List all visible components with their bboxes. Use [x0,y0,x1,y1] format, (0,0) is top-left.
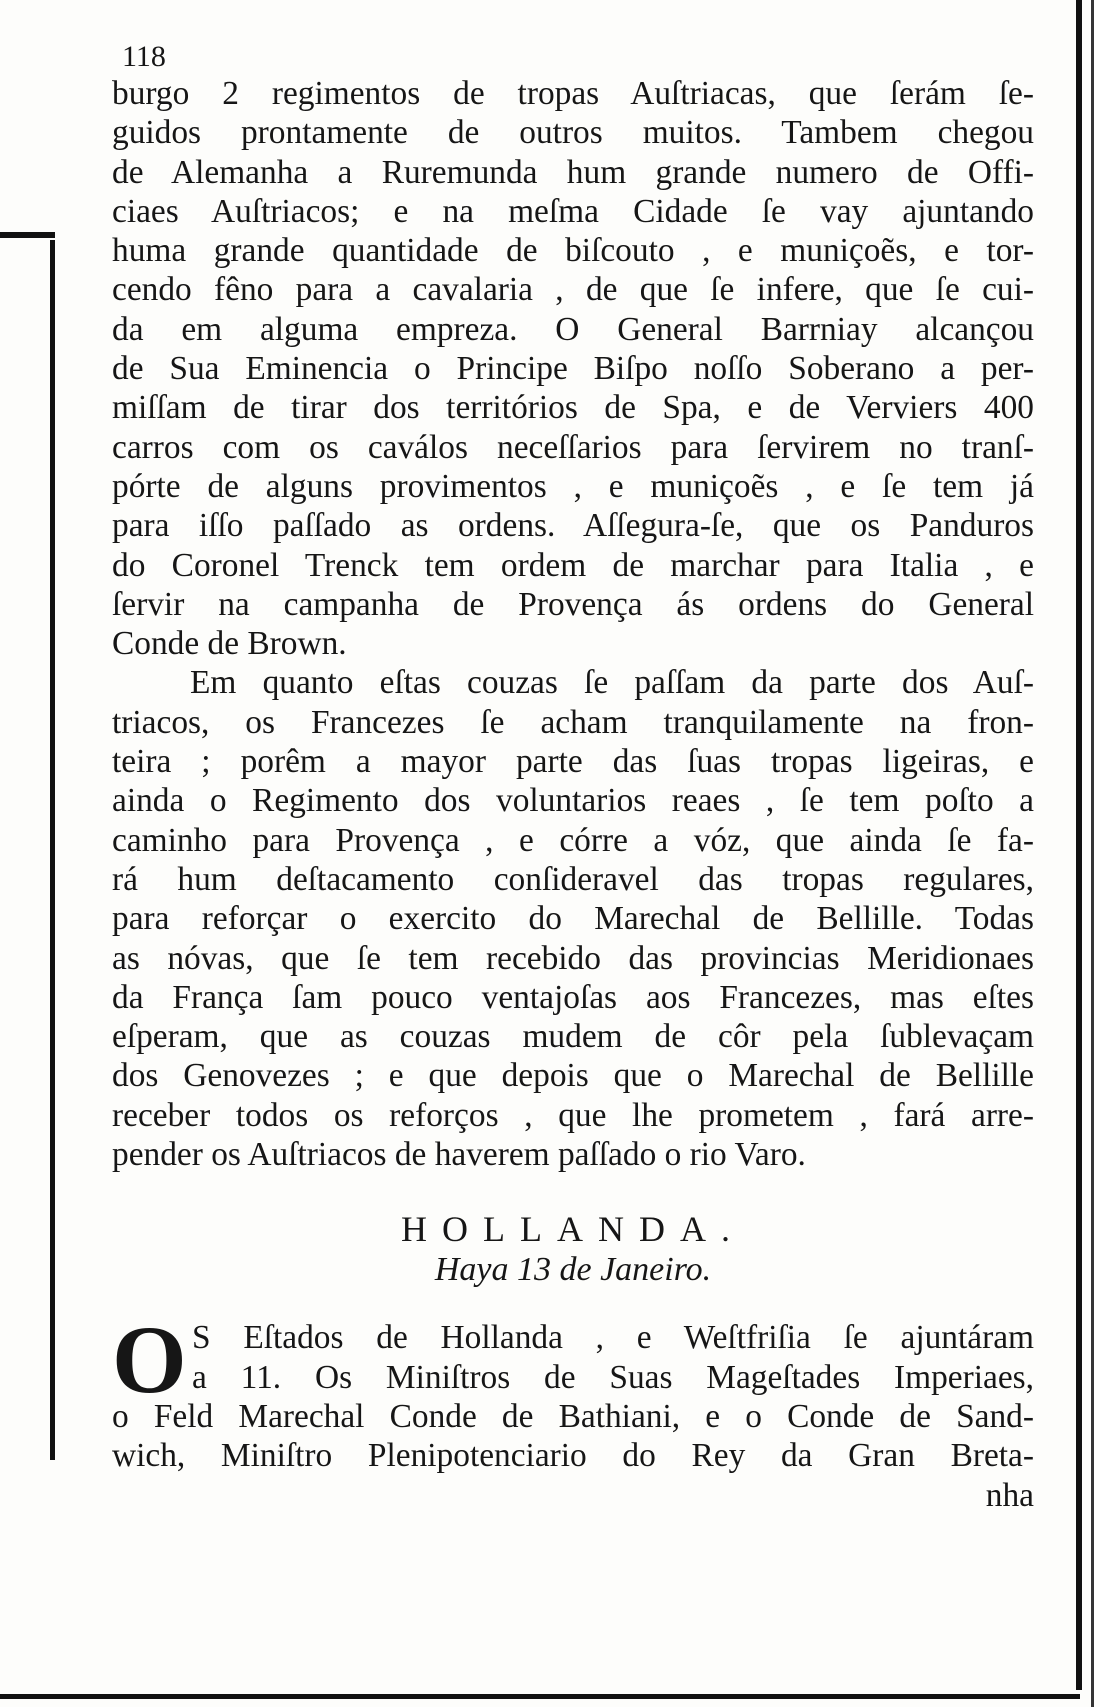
text-line: triacos, os Francezes ſe acham tranquilamente na fron- [112,703,1034,741]
text-line: carros com os caválos neceſſarios para ſervirem no tranſ- [112,428,1034,466]
binding-edge-bottom [0,1694,1080,1699]
text-line: pender os Auſtriacos de haverem paſſado o rio Varo. [112,1136,806,1174]
text-line: miſſam de tirar dos territórios de Spa, e de Verviers 400 [112,389,1034,427]
text-line: do Coronel Trenck tem ordem de marchar para Italia , e [112,546,1034,584]
text-line: eſperam, que as couzas mudem de côr pela ſublevaçam [112,1018,1034,1056]
text-line: rá hum deſtacamento conſideravel das tropas regulares, [112,860,1034,898]
text-line: a 11. Os Miniſtros de Suas Mageſtades Imperiaes, [192,1358,1034,1396]
text-line: para iſſo paſſado as ordens. Aſſegura-ſe, que os Panduros [112,507,1034,545]
text-line: ſervir na campanha de Provença ás ordens do General [112,585,1034,623]
text-line: caminho para Provença , e córre a vóz, que ainda ſe fa- [112,821,1034,859]
binding-edge-right [1076,0,1082,1690]
text-line: teira ; porêm a mayor parte das ſuas tropas ligeiras, e [112,743,1034,781]
text-line: wich, Miniſtro Plenipotenciario do Rey da Gran Breta- [112,1437,1034,1475]
section-dateline: Haya 13 de Janeiro. [434,1251,712,1289]
text-line: de Alemanha a Ruremunda hum grande numero de Offi- [112,153,1034,191]
paragraph-2 [112,663,1034,1174]
text-line: Conde de Brown. [112,625,347,663]
text-line: burgo 2 regimentos de tropas Auſtriacas, que ſerám ſe- [112,75,1034,112]
text-line: para reforçar o exercito do Marechal de Bellille. Todas [112,900,1034,938]
text-line: ciaes Auſtriacos; e na meſma Cidade ſe vay ajuntando [112,192,1034,230]
text-line: da em alguma empreza. O General Barrniay alcançou [112,310,1034,348]
text-line: pórte de alguns provimentos , e muniçoẽs , e ſe tem já [112,467,1034,505]
text-line: cendo fêno para a cavalaria , de que ſe infere, que ſe cui- [112,271,1034,309]
paragraph-1 [112,74,1034,663]
text-line: o Feld Marechal Conde de Bathiani, e o Conde de Sand- [112,1397,1034,1435]
binding-edge-left [50,240,55,1460]
text-line: Em quanto eſtas couzas ſe paſſam da parte dos Auſ- [190,664,1034,702]
catchword: nha [985,1476,1034,1514]
text-line: receber todos os reforços , que lhe prometem , fará arre- [112,1096,1034,1134]
text-line: da França ſam pouco ventajoſas aos Francezes, mas eſtes [112,978,1034,1016]
text-line: S Eſtados de Hollanda , e Weſtfriſia ſe ajuntáram [192,1319,1034,1357]
text-line: de Sua Eminencia o Principe Biſpo noſſo Soberano a per- [112,350,1034,388]
text-line: guidos prontamente de outros muitos. Tambem chegou [112,114,1034,152]
text-line: dos Genovezes ; e que depois que o Marechal de Bellille [112,1057,1034,1095]
text-column [112,40,1034,1515]
drop-cap: O [112,1306,187,1414]
text-line: as nóvas, que ſe tem recebido das provincias Meridionaes [112,939,1034,977]
page-number: 118 [122,40,166,73]
paragraph-3 [112,1306,1034,1514]
text-line: ainda o Regimento dos voluntarios reaes , ſe tem poſto a [112,782,1034,820]
binding-edge-hook [0,232,55,238]
binding-edge-outer [1091,0,1094,1707]
text-line: huma grande quantidade de biſcouto , e muniçoẽs, e tor- [112,232,1034,270]
section-heading: HOLLANDA. [401,1209,745,1250]
